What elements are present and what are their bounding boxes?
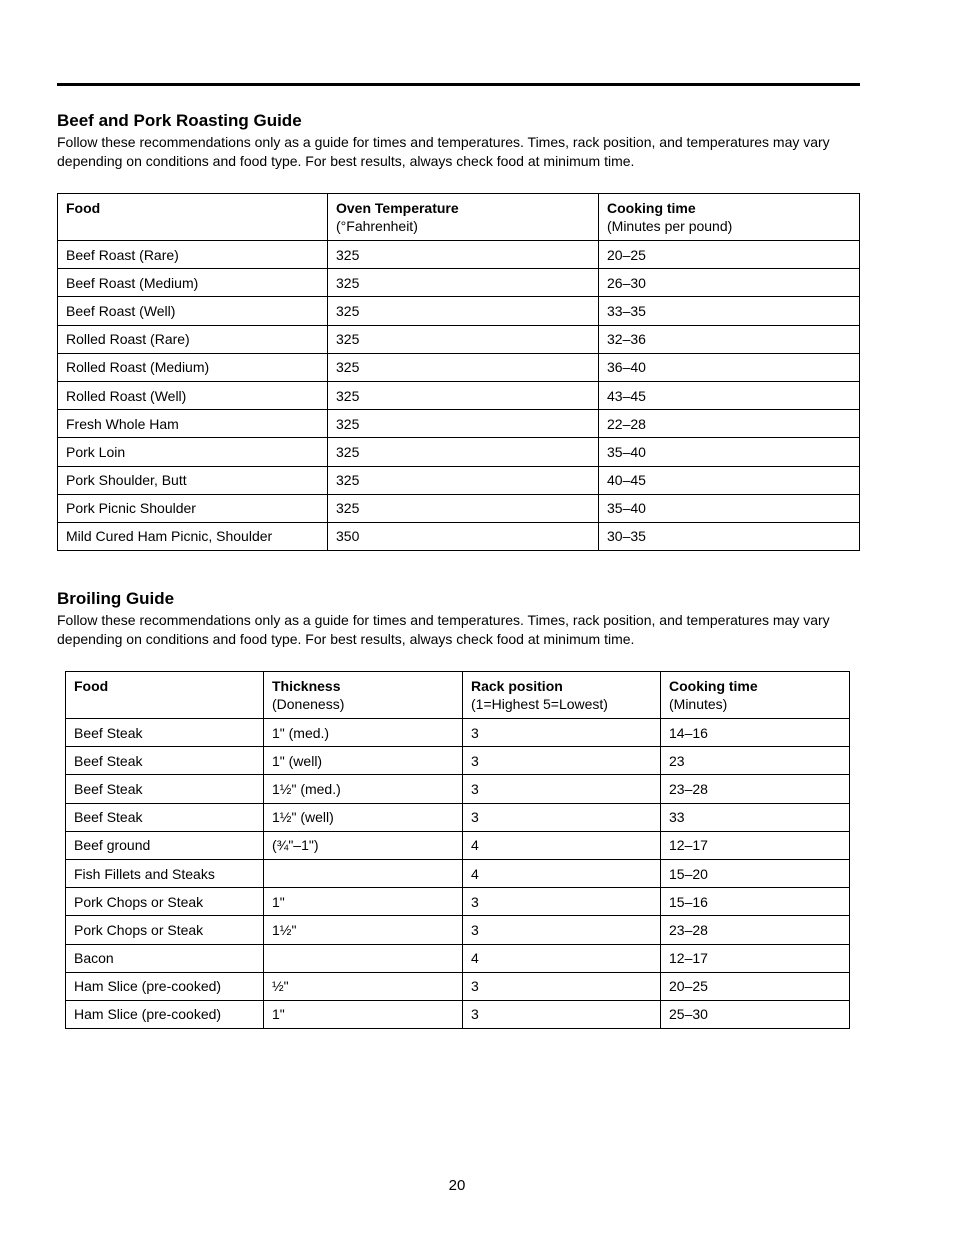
table-row bbox=[58, 325, 860, 353]
broiling-header-rack-position bbox=[463, 672, 661, 719]
table-cell: 15–16 bbox=[661, 888, 850, 916]
broiling-table-body bbox=[66, 719, 850, 1029]
table-row bbox=[66, 888, 850, 916]
roasting-table bbox=[57, 193, 860, 551]
table-cell: 30–35 bbox=[599, 522, 860, 550]
table-row bbox=[66, 859, 850, 887]
table-cell: 325 bbox=[328, 494, 599, 522]
roasting-intro: Follow these recommendations only as a guide for times and temperatures. Times, rack position, and temperatures may vary depending on conditions and food type. For best results, always check food at minimum time. bbox=[57, 134, 830, 169]
table-cell: 26–30 bbox=[599, 269, 860, 297]
table-cell: 325 bbox=[328, 241, 599, 269]
header-main: Rack position bbox=[471, 678, 563, 694]
table-row bbox=[58, 410, 860, 438]
roasting-header-row bbox=[58, 194, 860, 241]
table-cell: 23–28 bbox=[661, 775, 850, 803]
table-cell: Beef Steak bbox=[66, 719, 264, 747]
table-cell: Ham Slice (pre-cooked) bbox=[66, 972, 264, 1000]
table-cell: Beef Steak bbox=[66, 775, 264, 803]
table-cell: 325 bbox=[328, 410, 599, 438]
table-row bbox=[58, 353, 860, 381]
table-row bbox=[66, 1000, 850, 1028]
table-row bbox=[66, 719, 850, 747]
broiling-header-cooking-time bbox=[661, 672, 850, 719]
table-cell: Pork Chops or Steak bbox=[66, 916, 264, 944]
top-rule bbox=[57, 83, 860, 86]
table-cell bbox=[264, 859, 463, 887]
header-sub: (Minutes per pound) bbox=[607, 218, 733, 234]
table-cell: 4 bbox=[463, 859, 661, 887]
table-row bbox=[58, 241, 860, 269]
table-row bbox=[66, 747, 850, 775]
table-cell: Rolled Roast (Well) bbox=[58, 381, 328, 409]
table-cell: 36–40 bbox=[599, 353, 860, 381]
roasting-header-temperature bbox=[328, 194, 599, 241]
table-row bbox=[58, 466, 860, 494]
table-cell: 1" (med.) bbox=[264, 719, 463, 747]
table-cell: 35–40 bbox=[599, 494, 860, 522]
table-cell: 325 bbox=[328, 466, 599, 494]
broiling-section bbox=[57, 589, 857, 649]
table-row bbox=[58, 381, 860, 409]
table-cell: 4 bbox=[463, 831, 661, 859]
table-cell: 325 bbox=[328, 353, 599, 381]
table-cell: 35–40 bbox=[599, 438, 860, 466]
table-row bbox=[58, 494, 860, 522]
roasting-title: Beef and Pork Roasting Guide bbox=[57, 111, 302, 130]
table-cell: 40–45 bbox=[599, 466, 860, 494]
header-main: Oven Temperature bbox=[336, 200, 459, 216]
header-main: Food bbox=[74, 678, 109, 694]
broiling-header-row bbox=[66, 672, 850, 719]
table-row bbox=[66, 775, 850, 803]
table-cell: Beef Roast (Well) bbox=[58, 297, 328, 325]
table-cell: 325 bbox=[328, 325, 599, 353]
table-cell: Pork Loin bbox=[58, 438, 328, 466]
table-cell: 20–25 bbox=[599, 241, 860, 269]
header-sub: (°Fahrenheit) bbox=[336, 218, 418, 234]
table-cell: 12–17 bbox=[661, 944, 850, 972]
table-cell: 33 bbox=[661, 803, 850, 831]
table-cell: 25–30 bbox=[661, 1000, 850, 1028]
roasting-header-food bbox=[58, 194, 328, 241]
table-row bbox=[58, 297, 860, 325]
broiling-header-food bbox=[66, 672, 264, 719]
table-cell: 3 bbox=[463, 719, 661, 747]
table-cell: 3 bbox=[463, 747, 661, 775]
table-row bbox=[66, 803, 850, 831]
table-cell: Beef Roast (Rare) bbox=[58, 241, 328, 269]
broiling-title: Broiling Guide bbox=[57, 589, 175, 608]
table-cell: 32–36 bbox=[599, 325, 860, 353]
table-cell: Fresh Whole Ham bbox=[58, 410, 328, 438]
table-cell: 33–35 bbox=[599, 297, 860, 325]
header-sub: (Doneness) bbox=[272, 696, 345, 712]
table-cell: Fish Fillets and Steaks bbox=[66, 859, 264, 887]
table-row bbox=[66, 972, 850, 1000]
table-cell: 350 bbox=[328, 522, 599, 550]
table-row bbox=[58, 522, 860, 550]
table-cell bbox=[264, 944, 463, 972]
table-cell: 3 bbox=[463, 972, 661, 1000]
table-cell: 12–17 bbox=[661, 831, 850, 859]
broiling-header-thickness bbox=[264, 672, 463, 719]
header-main: Thickness bbox=[272, 678, 341, 694]
page-number: 20 bbox=[448, 1177, 466, 1194]
table-cell: Pork Picnic Shoulder bbox=[58, 494, 328, 522]
table-cell: 23–28 bbox=[661, 916, 850, 944]
table-cell: 1½" (well) bbox=[264, 803, 463, 831]
roasting-header-cooking-time bbox=[599, 194, 860, 241]
broiling-intro: Follow these recommendations only as a guide for times and temperatures. Times, rack position, and temperatures may vary depending on conditions and food type. For best results, always check food at minimum time. bbox=[57, 612, 830, 647]
table-cell: 325 bbox=[328, 438, 599, 466]
table-cell: 14–16 bbox=[661, 719, 850, 747]
table-cell: 3 bbox=[463, 775, 661, 803]
table-cell: 3 bbox=[463, 888, 661, 916]
broiling-table bbox=[65, 671, 850, 1029]
table-cell: 43–45 bbox=[599, 381, 860, 409]
header-sub: (Minutes) bbox=[669, 696, 728, 712]
table-cell: 3 bbox=[463, 916, 661, 944]
table-cell: 3 bbox=[463, 803, 661, 831]
table-row bbox=[66, 831, 850, 859]
table-cell: Mild Cured Ham Picnic, Shoulder bbox=[58, 522, 328, 550]
table-cell: Bacon bbox=[66, 944, 264, 972]
header-sub: (1=Highest 5=Lowest) bbox=[471, 696, 608, 712]
table-cell: (¾"–1") bbox=[264, 831, 463, 859]
table-cell: 1½" (med.) bbox=[264, 775, 463, 803]
table-cell: ½" bbox=[264, 972, 463, 1000]
header-main: Cooking time bbox=[607, 200, 696, 216]
table-cell: Beef Steak bbox=[66, 803, 264, 831]
table-row bbox=[58, 269, 860, 297]
table-cell: 325 bbox=[328, 381, 599, 409]
table-cell: Pork Chops or Steak bbox=[66, 888, 264, 916]
table-cell: 20–25 bbox=[661, 972, 850, 1000]
table-row bbox=[66, 944, 850, 972]
table-cell: 1" bbox=[264, 1000, 463, 1028]
table-cell: Beef Steak bbox=[66, 747, 264, 775]
table-cell: Rolled Roast (Medium) bbox=[58, 353, 328, 381]
header-main: Cooking time bbox=[669, 678, 758, 694]
roasting-section bbox=[57, 111, 857, 171]
header-main: Food bbox=[66, 200, 101, 216]
table-cell: 1½" bbox=[264, 916, 463, 944]
table-cell: Beef Roast (Medium) bbox=[58, 269, 328, 297]
table-cell: 4 bbox=[463, 944, 661, 972]
table-cell: 23 bbox=[661, 747, 850, 775]
table-cell: 3 bbox=[463, 1000, 661, 1028]
table-cell: 22–28 bbox=[599, 410, 860, 438]
table-cell: 1" (well) bbox=[264, 747, 463, 775]
table-cell: 1" bbox=[264, 888, 463, 916]
table-row bbox=[66, 916, 850, 944]
roasting-table-body bbox=[58, 241, 860, 551]
table-cell: 325 bbox=[328, 269, 599, 297]
table-cell: Beef ground bbox=[66, 831, 264, 859]
table-cell: 325 bbox=[328, 297, 599, 325]
table-cell: 15–20 bbox=[661, 859, 850, 887]
table-cell: Ham Slice (pre-cooked) bbox=[66, 1000, 264, 1028]
table-cell: Rolled Roast (Rare) bbox=[58, 325, 328, 353]
table-cell: Pork Shoulder, Butt bbox=[58, 466, 328, 494]
table-row bbox=[58, 438, 860, 466]
